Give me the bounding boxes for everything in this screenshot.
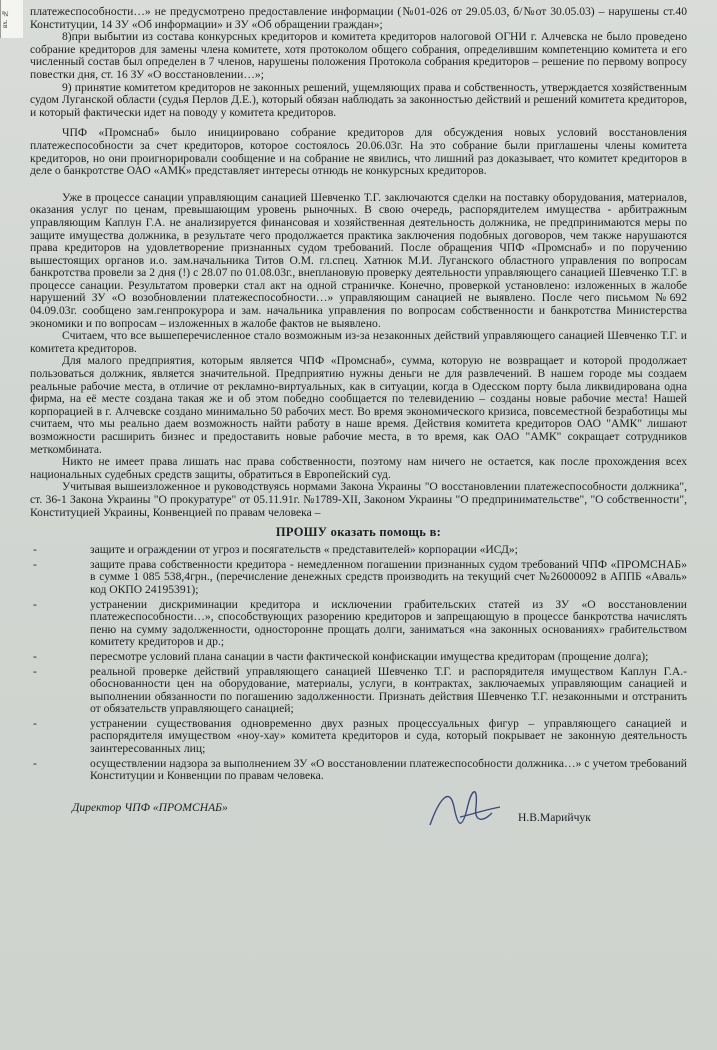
corner-stamp: вх. № — [0, 0, 23, 38]
request-item: - осуществлении надзора за выполнением ЗУ «О восстановлении платежеспособности должника…» с учетом требований Конституции и Конвенции по правам человека. — [33, 756, 687, 783]
paragraph-information-violation: платежеспособности…» не предусмотрено предоставление информации (№01-026 от 29.05.03, б/№от 30.05.03) – нарушены ст.40 Конституции, 14 ЗУ «Об информации» и ЗУ «Об обращении граждан»; — [30, 5, 687, 31]
request-list — [30, 544, 687, 783]
request-item: - защите права собственности кредитора - немедленном погашении признанных судом требований ЧПФ «ПРОМСНАБ» в сумме 1 085 538,4грн., (перечисление денежных средств производить на текущий счет №26000092 в АППБ «Аваль» код ОКПО 24195391); — [33, 557, 687, 596]
paragraph-conclusion: Считаем, что все вышеперечисленное стало возможным из-за незаконных действий управляющего санацией Шевченко Т.Г. и комитета кредиторов. — [30, 329, 687, 355]
request-item: - защите и ограждении от угроз и посягательств « представителей» корпорации «ИСД»; — [33, 543, 518, 557]
signature-block — [30, 801, 687, 841]
paragraph-creditors-meeting: ЧПФ «Промснаб» было инициировано собрание кредиторов для обсуждения новых условий восстановления платежеспособности за счет кредиторов, которое состоялось 20.06.03г. На это собрание были приглашены члены комитета кредиторов, но они проигнорировали сообщение и на собрание не явились, что лишний раз доказывает, что комитет кредиторов в деле о банкротстве ОАО «АМК» представляет интересы отнюдь не конкурсных кредиторов. — [30, 126, 687, 178]
request-item: - реальной проверке действий управляющего санацией Шевченко Т.Г. и распорядителя имуществом Каплун Г.А.- обоснованности цен на оборудование, материалы, услуги, в контрактах, заключаемых управляющим санацией и выполнении обязанности по погашению задолженности. Признать действия Шевченко Т.Г. незаконными и отстранить от обязательств управляющего санацией; — [33, 664, 687, 716]
signatory-name: Н.В.Марийчук — [518, 810, 591, 824]
paragraph-small-business: Для малого предприятия, которым является ЧПФ «Промснаб», сумма, которую не возвращает и которой продолжает пользоваться должник, является значительной. Предприятию нужны деньги не для развлечений. В нашем городе мы создаем реальные рабочие места, в отличие от рекламно-виртуальных, как в ситуации, когда в Одесском порту была ликвидирована одна фирма, на её месте создана такая же и об этом победно сообщается по телевидению – созданы новые рабочие места! Нашей корпорацией в г. Алчевске создано минимально 50 рабочих мест. Во время экономического кризиса, повсеместной безработицы мы считаем, что мы реально даем возможность найти работу в наше время. Действия комитета кредиторов ОАО "АМК" лишают возможности расширить бизнес и предоставить новые рабочие места, в то время, как ОАО "АМК" сокращает сотрудников меткомбината. — [30, 354, 687, 456]
request-item: - пересмотре условий плана санации в части фактической конфискации имущества кредиторам (прощение долга); — [33, 649, 649, 663]
paragraph-european-court: Никто не имеет права лишать нас права собственности, поэтому нам ничего не остается, как после прохождения всех национальных судебных средств защиты, обратиться в Европейский суд. — [30, 455, 687, 481]
paragraph-item-9: 9) принятие комитетом кредиторов не законных решений, ущемляющих права и собственность, утверждается хозяйственным судом Луганской области (судья Перлов Д.Е.), который обязан наблюдать за законностью действий и решений комитета кредиторов, и который фактически идет на поводу у комитета кредиторов. — [30, 80, 687, 119]
request-heading: ПРОШУ оказать помощь в: — [275, 525, 442, 540]
request-item: - устранении дискриминации кредитора и исключении грабительских статей из ЗУ «О восстановлении платежеспособности…», способствующих разорению кредиторов и запрещающую в процессе банкротства начислять пеню на сумму задолженности, односторонне прощать долги, заниматься «на законных основаниях» грабительством комитету кредиторов и др.; — [33, 597, 687, 649]
signatory-role: Директор ЧПФ «ПРОМСНАБ» — [72, 800, 228, 814]
paragraph-sanation-process: Уже в процессе санации управляющим санацией Шевченко Т.Г. заключаются сделки на поставку оборудования, материалов, оказания услуг по ценам, превышающим уровень рыночных. В свою очередь, распорядителем имущества - арбитражным управляющим Каплун Г.А. не анализируется финансовая и хозяйственная деятельность должника, не предпринимаются меры по защите имущества должника, в результате чего продолжается практика заключения подобных договоров, чем также нарушаются права кредиторов на удовлетворение признанных судом требований. После обращения ЧПФ «Промснаб» и по поручению вышестоящих органов и.о. зам.начальника Титов О.М. гл.спец. Хатнюк М.И. Луганского областного управления по вопросам банкротства провели за 2 дня (!) с 28.07 по 01.08.03г., внеплановую проверку деятельности управляющего санацией Шевченко Т.Г. в процессе санации. Результатом проверки стал акт на одной страничке. Конечно, проверкой установлено: изложенных в жалобе нарушений ЗУ «О возобновлении платежеспособности…» управляющим санацией не выявлено. После чего письмом №692 04.09.03г. сообщено зам.генпрокурора и зам. начальника управления по вопросам собственности и банкротства Министерства экономики и по вопросам – изложенных в жалобе фактов не выявлено. — [30, 190, 687, 330]
paragraph-legal-basis: Учитывая вышеизложенное и руководствуясь нормами Закона Украины "О восстановлении платежеспособности должника", ст. 36-1 Закона Украины "О прокуратуре" от 05.11.91г. №1789-XII, Законом Украины "О предпринимательстве", "О собственности", Конституцией Украины, Конвенцией по правам человека – — [30, 480, 687, 519]
handwritten-signature — [420, 777, 510, 837]
paragraph-item-8: 8)при выбытии из состава конкурсных кредиторов и комитета кредиторов налоговой ОГНИ г. Алчевска не было проведено собрание кредиторов для замены члена комитете, хотя протоколом общего собрания, определившим компетенцию комитета и его численный состав был определен в 7 членов, нарушены положения Протокола собрания кредиторов – решение по первому вопросу повестки дня, ст. 16 ЗУ «О восстановлении…»; — [30, 30, 687, 81]
request-item: - устранении существования одновременно двух разных процессуальных фигур – управляющего санацией и распорядителя имуществом «ноу-хау» комитета кредиторов и суда, который покрывает не законную деятельность заинтересованных лиц; — [33, 716, 687, 756]
